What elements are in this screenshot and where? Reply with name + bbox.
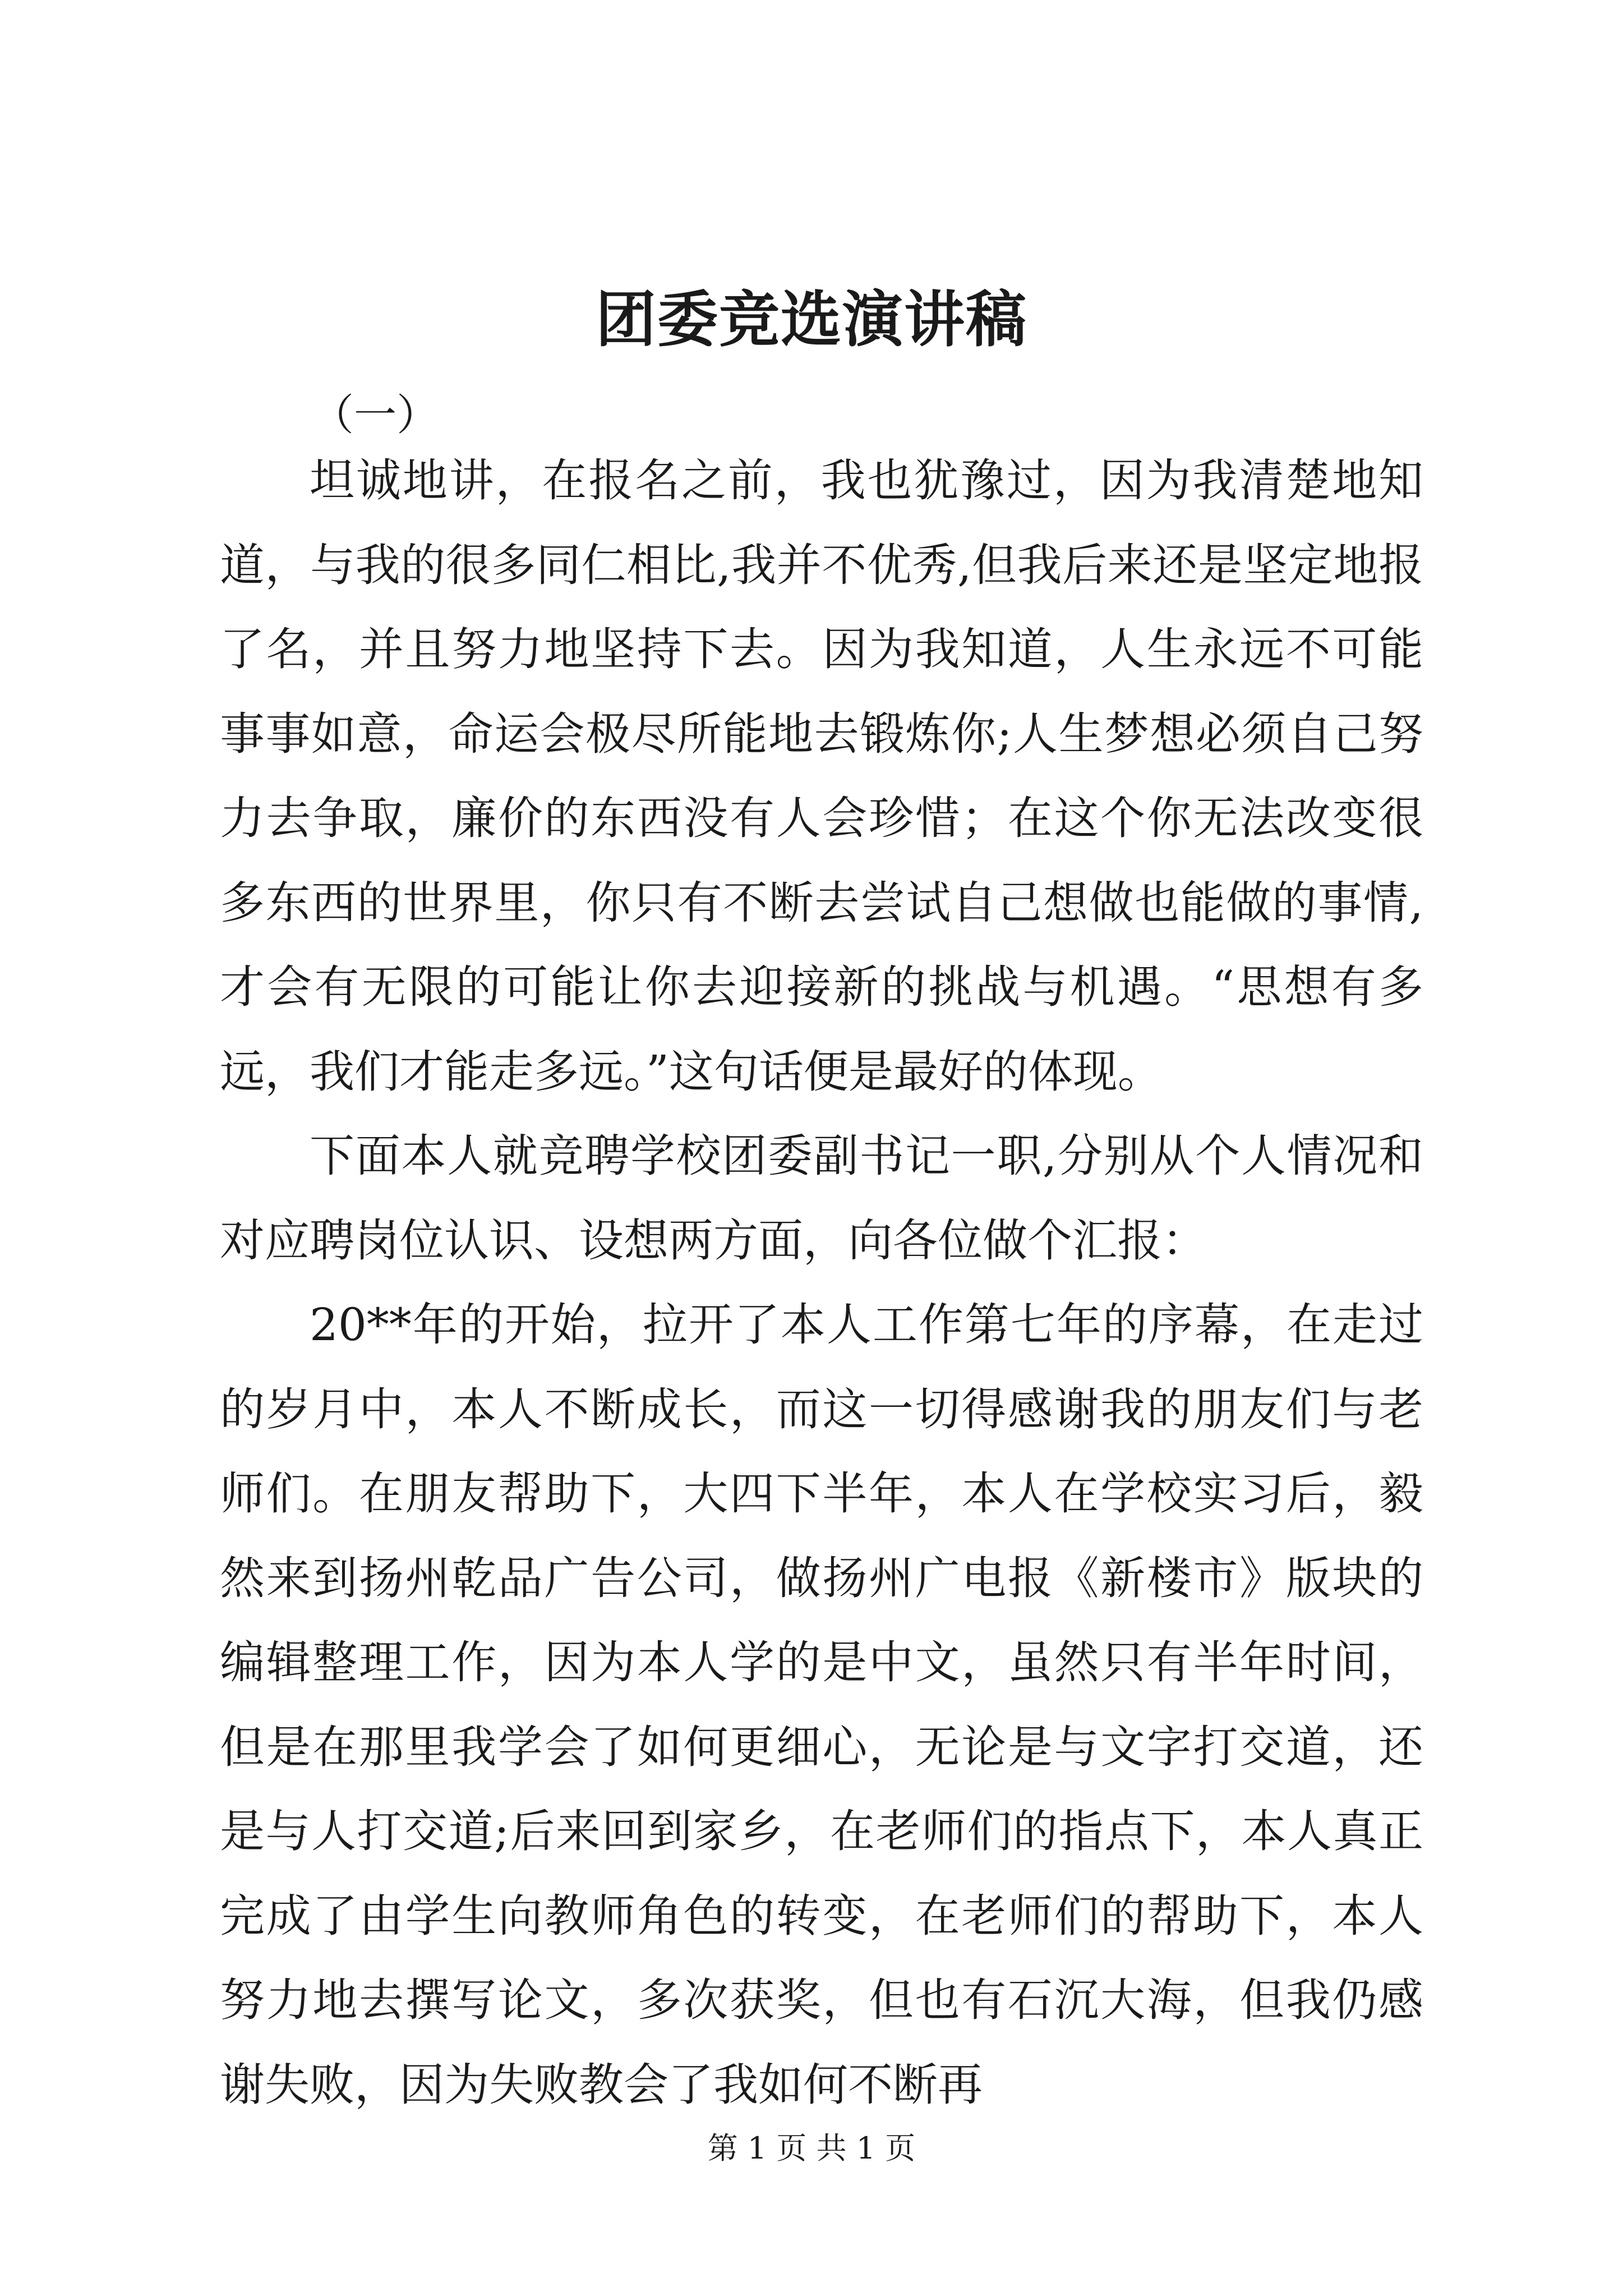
- document-title: 团委竞选演讲稿: [595, 284, 1027, 355]
- page-footer: 第 1 页 共 1 页: [707, 2131, 916, 2166]
- paragraph: 坦诚地讲，在报名之前，我也犹豫过，因为我清楚地知道，与我的很多同仁相比,我并不优秀,但我后来还是坚定地报了名，并且努力地坚持下去。因为我知道，人生永远不可能事事如意，命运会极尽所能地去锻炼你;人生梦想必须自己努力去争取，廉价的东西没有人会珍惜；在这个你无法改变很多东西的世界里，你只有不断去尝试自己想做也能做的事情,才会有无限的可能让你去迎接新的挑战与机遇。“思想有多远，我们才能走多远。”这句话便是最好的体现。: [220, 454, 1423, 1098]
- document-body: [220, 439, 1423, 2127]
- paragraph: 下面本人就竞聘学校团委副书记一职,分别从个人情况和对应聘岗位认识、设想两方面，向各位做个汇报：: [220, 1130, 1423, 1267]
- section-number: （一）: [311, 390, 439, 440]
- paragraph: 20**年的开始，拉开了本人工作第七年的序幕，在走过的岁月中，本人不断成长，而这一切得感谢我的朋友们与老师们。在朋友帮助下，大四下半年，本人在学校实习后，毅然来到扬州乾品广告公司，做扬州广电报《新楼市》版块的编辑整理工作，因为本人学的是中文，虽然只有半年时间，但是在那里我学会了如何更细心，无论是与文字打交道，还是与人打交道;后来回到家乡，在老师们的指点下，本人真正完成了由学生向教师角色的转变，在老师们的帮助下，本人努力地去撰写论文，多次获奖，但也有石沉大海，但我仍感谢失败，因为失败教会了我如何不断再: [220, 1299, 1423, 2111]
